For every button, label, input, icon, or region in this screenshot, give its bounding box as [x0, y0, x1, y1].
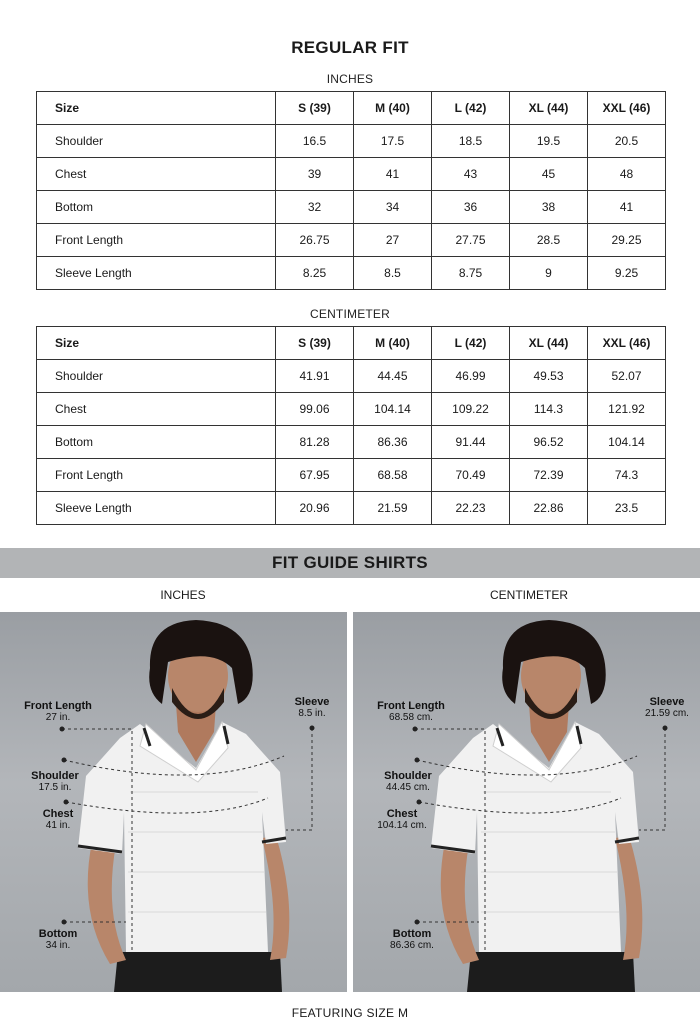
sleeve-annotation	[280, 696, 344, 720]
table-row	[37, 125, 666, 158]
front-length-annotation	[10, 700, 106, 724]
bottom-value: 86.36 cm.	[390, 940, 434, 951]
table-cell: 45	[510, 158, 588, 191]
table-cell: 41	[354, 158, 432, 191]
fit-guide-left-panel	[0, 612, 347, 992]
table-row-label: Chest	[37, 158, 276, 191]
table-cell: 104.14	[588, 426, 666, 459]
inches-table-unit-label: INCHES	[326, 72, 374, 86]
table-cell: 43	[432, 158, 510, 191]
table-cell: 91.44	[432, 426, 510, 459]
table-cell: 28.5	[510, 224, 588, 257]
chest-label: Chest	[386, 808, 418, 820]
bottom-value: 34 in.	[45, 940, 71, 951]
table-header-cell: XL (44)	[510, 92, 588, 125]
sleeve-line	[639, 728, 665, 830]
table-cell: 74.3	[588, 459, 666, 492]
table-row	[37, 393, 666, 426]
table-cell: 9	[510, 257, 588, 290]
table-row-label: Front Length	[37, 224, 276, 257]
table-cell: 17.5	[354, 125, 432, 158]
table-cell: 38	[510, 191, 588, 224]
front-length-value: 27 in.	[45, 712, 71, 723]
table-row	[37, 492, 666, 525]
table-cell: 41.91	[276, 360, 354, 393]
table-header-cell: S (39)	[276, 92, 354, 125]
featuring-size-caption: FEATURING SIZE M	[291, 1006, 409, 1020]
front-length-label: Front Length	[24, 700, 92, 712]
sleeve-value: 8.5 in.	[298, 708, 326, 719]
table-header-cell: Size	[37, 327, 276, 360]
table-cell: 8.25	[276, 257, 354, 290]
table-header-row	[37, 327, 666, 360]
chest-label: Chest	[42, 808, 74, 820]
table-cell: 72.39	[510, 459, 588, 492]
table-cell: 20.96	[276, 492, 354, 525]
table-cell: 18.5	[432, 125, 510, 158]
chest-value: 104.14 cm.	[377, 820, 427, 831]
fit-guide-banner: FIT GUIDE SHIRTS	[0, 548, 700, 578]
table-row	[37, 257, 666, 290]
table-cell: 114.3	[510, 393, 588, 426]
shoulder-annotation	[375, 770, 441, 794]
table-header-cell: XXL (46)	[588, 327, 666, 360]
table-cell: 52.07	[588, 360, 666, 393]
table-cell: 21.59	[354, 492, 432, 525]
table-row	[37, 426, 666, 459]
bottom-label: Bottom	[392, 928, 432, 940]
chest-annotation	[369, 808, 435, 832]
table-row-label: Shoulder	[37, 360, 276, 393]
table-cell: 23.5	[588, 492, 666, 525]
shoulder-annotation	[20, 770, 90, 794]
chest-annotation	[28, 808, 88, 832]
table-row-label: Bottom	[37, 426, 276, 459]
shoulder-value: 17.5 in.	[38, 782, 72, 793]
table-row-label: Sleeve Length	[37, 492, 276, 525]
left-arm-shape	[88, 842, 126, 964]
table-row-label: Bottom	[37, 191, 276, 224]
table-header-cell: S (39)	[276, 327, 354, 360]
table-row-label: Shoulder	[37, 125, 276, 158]
table-cell: 70.49	[432, 459, 510, 492]
cm-size-table	[36, 326, 666, 525]
table-row-label: Sleeve Length	[37, 257, 276, 290]
sleeve-label: Sleeve	[649, 696, 685, 708]
table-cell: 34	[354, 191, 432, 224]
table-header-cell: XXL (46)	[588, 92, 666, 125]
table-row-label: Chest	[37, 393, 276, 426]
table-cell: 121.92	[588, 393, 666, 426]
table-cell: 29.25	[588, 224, 666, 257]
table-cell: 67.95	[276, 459, 354, 492]
table-cell: 86.36	[354, 426, 432, 459]
table-header-row	[37, 92, 666, 125]
table-header-cell: XL (44)	[510, 327, 588, 360]
table-header-cell: Size	[37, 92, 276, 125]
table-row	[37, 360, 666, 393]
fit-guide-left-unit-label: INCHES	[160, 588, 206, 602]
fit-guide-right-unit-label: CENTIMETER	[490, 588, 568, 602]
table-cell: 20.5	[588, 125, 666, 158]
table-cell: 22.23	[432, 492, 510, 525]
table-header-cell: M (40)	[354, 92, 432, 125]
left-arm-shape	[441, 842, 479, 964]
table-row	[37, 158, 666, 191]
table-header-cell: L (42)	[432, 327, 510, 360]
table-row	[37, 191, 666, 224]
bottom-annotation	[379, 928, 445, 952]
table-cell: 109.22	[432, 393, 510, 426]
front-length-annotation	[365, 700, 457, 724]
sleeve-line	[286, 728, 312, 830]
sleeve-label: Sleeve	[294, 696, 330, 708]
table-cell: 49.53	[510, 360, 588, 393]
front-length-value: 68.58 cm.	[389, 712, 433, 723]
sleeve-annotation	[637, 696, 697, 720]
bottom-label: Bottom	[38, 928, 78, 940]
table-row-label: Front Length	[37, 459, 276, 492]
shoulder-value: 44.45 cm.	[386, 782, 430, 793]
table-cell: 8.75	[432, 257, 510, 290]
table-row	[37, 459, 666, 492]
bottom-annotation	[26, 928, 90, 952]
table-cell: 8.5	[354, 257, 432, 290]
shoulder-label: Shoulder	[384, 770, 432, 782]
table-cell: 99.06	[276, 393, 354, 426]
table-header-cell: M (40)	[354, 327, 432, 360]
pants-shape	[114, 952, 282, 992]
table-cell: 68.58	[354, 459, 432, 492]
pants-shape	[467, 952, 635, 992]
table-cell: 104.14	[354, 393, 432, 426]
chest-value: 41 in.	[45, 820, 71, 831]
sleeve-value: 21.59 cm.	[645, 708, 689, 719]
table-row	[37, 224, 666, 257]
shoulder-label: Shoulder	[31, 770, 79, 782]
front-length-label: Front Length	[377, 700, 445, 712]
table-cell: 48	[588, 158, 666, 191]
fit-guide-right-panel	[353, 612, 700, 992]
inches-size-table	[36, 91, 666, 290]
table-cell: 27.75	[432, 224, 510, 257]
table-cell: 16.5	[276, 125, 354, 158]
table-cell: 22.86	[510, 492, 588, 525]
table-cell: 81.28	[276, 426, 354, 459]
table-cell: 26.75	[276, 224, 354, 257]
table-cell: 39	[276, 158, 354, 191]
page-title: REGULAR FIT	[291, 38, 409, 57]
table-header-cell: L (42)	[432, 92, 510, 125]
table-cell: 27	[354, 224, 432, 257]
table-cell: 46.99	[432, 360, 510, 393]
table-cell: 36	[432, 191, 510, 224]
table-cell: 32	[276, 191, 354, 224]
table-cell: 19.5	[510, 125, 588, 158]
table-cell: 96.52	[510, 426, 588, 459]
table-cell: 41	[588, 191, 666, 224]
table-cell: 9.25	[588, 257, 666, 290]
table-cell: 44.45	[354, 360, 432, 393]
cm-table-unit-label: CENTIMETER	[310, 307, 390, 321]
